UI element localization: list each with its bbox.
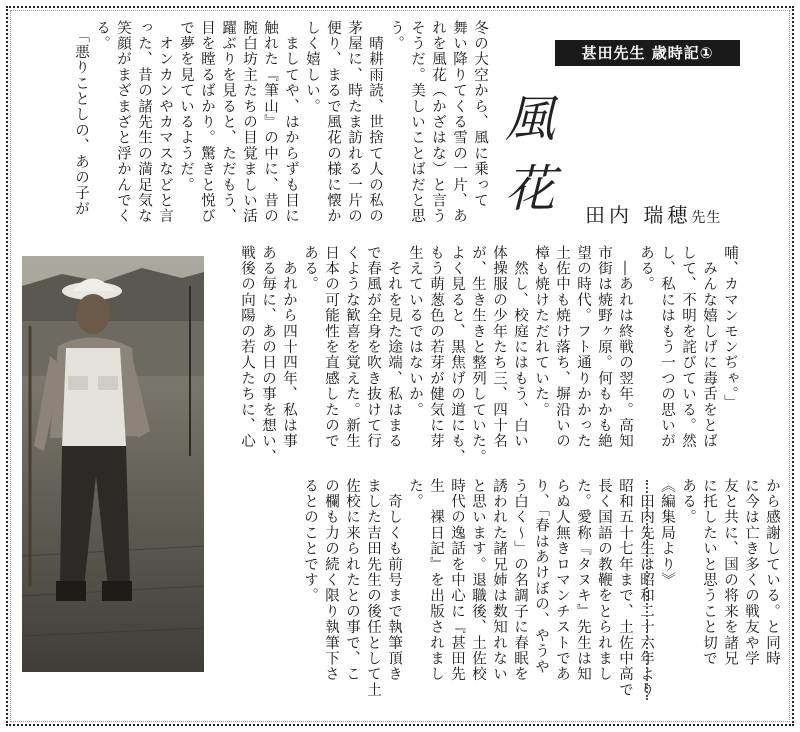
text-line: に托したいと思うこと切で: [701, 478, 717, 667]
editor-note-divider: [646, 480, 648, 700]
text-line: それを見た途端、私はまる: [386, 245, 402, 450]
text-line: 便り、まるで風花の様に懐か: [325, 20, 341, 225]
text-line: う。: [388, 20, 404, 52]
text-line: ある毎に、あの日の事を想い、: [260, 245, 276, 465]
text-line: 戦後の向陽の若人たちに、心: [239, 245, 255, 450]
text-line: みんな嬉しげに毒舌をとば: [701, 245, 717, 450]
text-line: が、生き生きと整列していた。: [470, 245, 486, 465]
text-line: くような歓喜を覚えた。新生: [344, 245, 360, 450]
text-line: 笑顔がまざまざと浮かんでく: [115, 20, 131, 225]
author-photo: [22, 256, 204, 672]
series-label: 甚田先生 歳時記①: [555, 40, 740, 66]
text-line: り、「春はあけぼの、やうや: [533, 478, 549, 675]
text-line: 友と共に、国の将来を諸兄: [722, 478, 738, 667]
text-line: よく見ると、黒焦げの道にも、: [449, 245, 465, 465]
text-line: る。: [94, 20, 110, 52]
text-line: 腕白坊主たちの目覚ましい活: [241, 20, 257, 225]
text-line: 哺、カマンモンぢゃ。」: [722, 245, 738, 411]
text-line: 《編集局より》: [659, 478, 675, 588]
article-title: 風花: [505, 90, 635, 218]
text-line: た。愛称『タヌキ』先生は知: [575, 478, 591, 683]
text-line: 然し、校庭にはもう、白い: [512, 245, 528, 450]
text-line: ましてや、はからずも目に: [283, 20, 299, 225]
text-line: 奇しくも前号まで執筆頂き: [386, 478, 402, 683]
text-line: で夢を見ているようだ。: [178, 20, 194, 193]
text-line: 生えているではないか。: [407, 245, 423, 418]
text-line: 触れた『筆山』の中に、昔の: [262, 20, 278, 225]
text-line: 「悪りことしの、あの子が: [73, 20, 89, 217]
text-line: 時代の逸話を中心に『甚田先: [449, 478, 465, 683]
text-line: 舞い降りてくる雪の一片、あ: [451, 20, 467, 225]
text-line: ―あれは終戦の翌年。高知: [617, 245, 633, 450]
text-line: 茅屋に、時たま訪れる一片の: [346, 20, 362, 225]
text-line: らぬ人無きロマンチストであ: [554, 478, 570, 683]
text-line: う白く～」の名調子に春眠を: [512, 478, 528, 683]
text-line: で春風が全身を吹き抜けて行: [365, 245, 381, 450]
text-line: そうだ。美しいことばだと思: [409, 20, 425, 225]
text-line: 田内先生は昭和二十六年より: [638, 478, 654, 698]
text-line: 誘われた諸兄姉は数知れない: [491, 478, 507, 683]
text-line: 躍ぶりを見ると、ただもう、: [220, 20, 236, 225]
text-line: 生 裸日記』を出版されまし: [428, 478, 444, 683]
text-line: から感謝している。と同時: [764, 478, 780, 667]
body-text-upper: [50, 20, 490, 255]
text-line: 昭和五十七年まで、土佐中高で: [617, 478, 633, 698]
text-line: オンカンやカマスなどと言: [157, 20, 173, 225]
text-line: 冬の大空から、風に乗って: [472, 20, 488, 209]
text-line: ある。: [302, 245, 318, 293]
text-line: あれから四十四年、私は事: [281, 245, 297, 450]
text-line: 市街は焼野ヶ原。何もかも絶: [596, 245, 612, 450]
text-line: れを風花（かざはな）と言う: [430, 20, 446, 225]
text-line: ある。: [680, 478, 696, 526]
text-line: しく嬉しい。: [304, 20, 320, 115]
text-line: るとのことです。: [302, 478, 318, 604]
text-line: ある。: [638, 245, 654, 293]
text-line: 晴耕雨読、世捨て人の私の: [367, 20, 383, 225]
body-text-lower: [227, 478, 782, 708]
text-line: と思います。退職後、土佐校: [470, 478, 486, 683]
author-name: 田内 瑞穂: [585, 203, 692, 227]
text-line: 長く国語の教鞭をとられまし: [596, 478, 612, 683]
text-line: 日本の可能性を直感したので: [323, 245, 339, 450]
text-line: 体操服の少年たち三、四十名: [491, 245, 507, 450]
author-photo-image: [22, 256, 204, 672]
text-line: の欄も力の続く限り執筆下さ: [323, 478, 339, 683]
text-line: して、不明を詫びている。然: [680, 245, 696, 450]
text-line: た。: [407, 478, 423, 510]
text-line: し、私にはもう一つの思いが: [659, 245, 675, 450]
text-line: に今は亡き多くの戦友や学: [743, 478, 759, 667]
text-line: 望の時代。フト通りかかった: [575, 245, 591, 450]
author-suffix: 先生: [691, 210, 722, 226]
text-line: 目を瞠るばかり。驚きと悦び: [199, 20, 215, 225]
text-line: 土佐中も焼け落ち、塀沿いの: [554, 245, 570, 450]
text-line: ました吉田先生の後任として土: [365, 478, 381, 698]
author-byline: [585, 200, 755, 230]
text-line: った、昔の諸先生の満足気な: [136, 20, 152, 225]
text-line: 樟も焼けただれていた。: [533, 245, 549, 418]
text-line: 佐校に来られたとの事で、こ: [344, 478, 360, 683]
body-text-middle: [205, 245, 740, 485]
text-line: もう萌葱色の若芽が健気に芽: [428, 245, 444, 450]
